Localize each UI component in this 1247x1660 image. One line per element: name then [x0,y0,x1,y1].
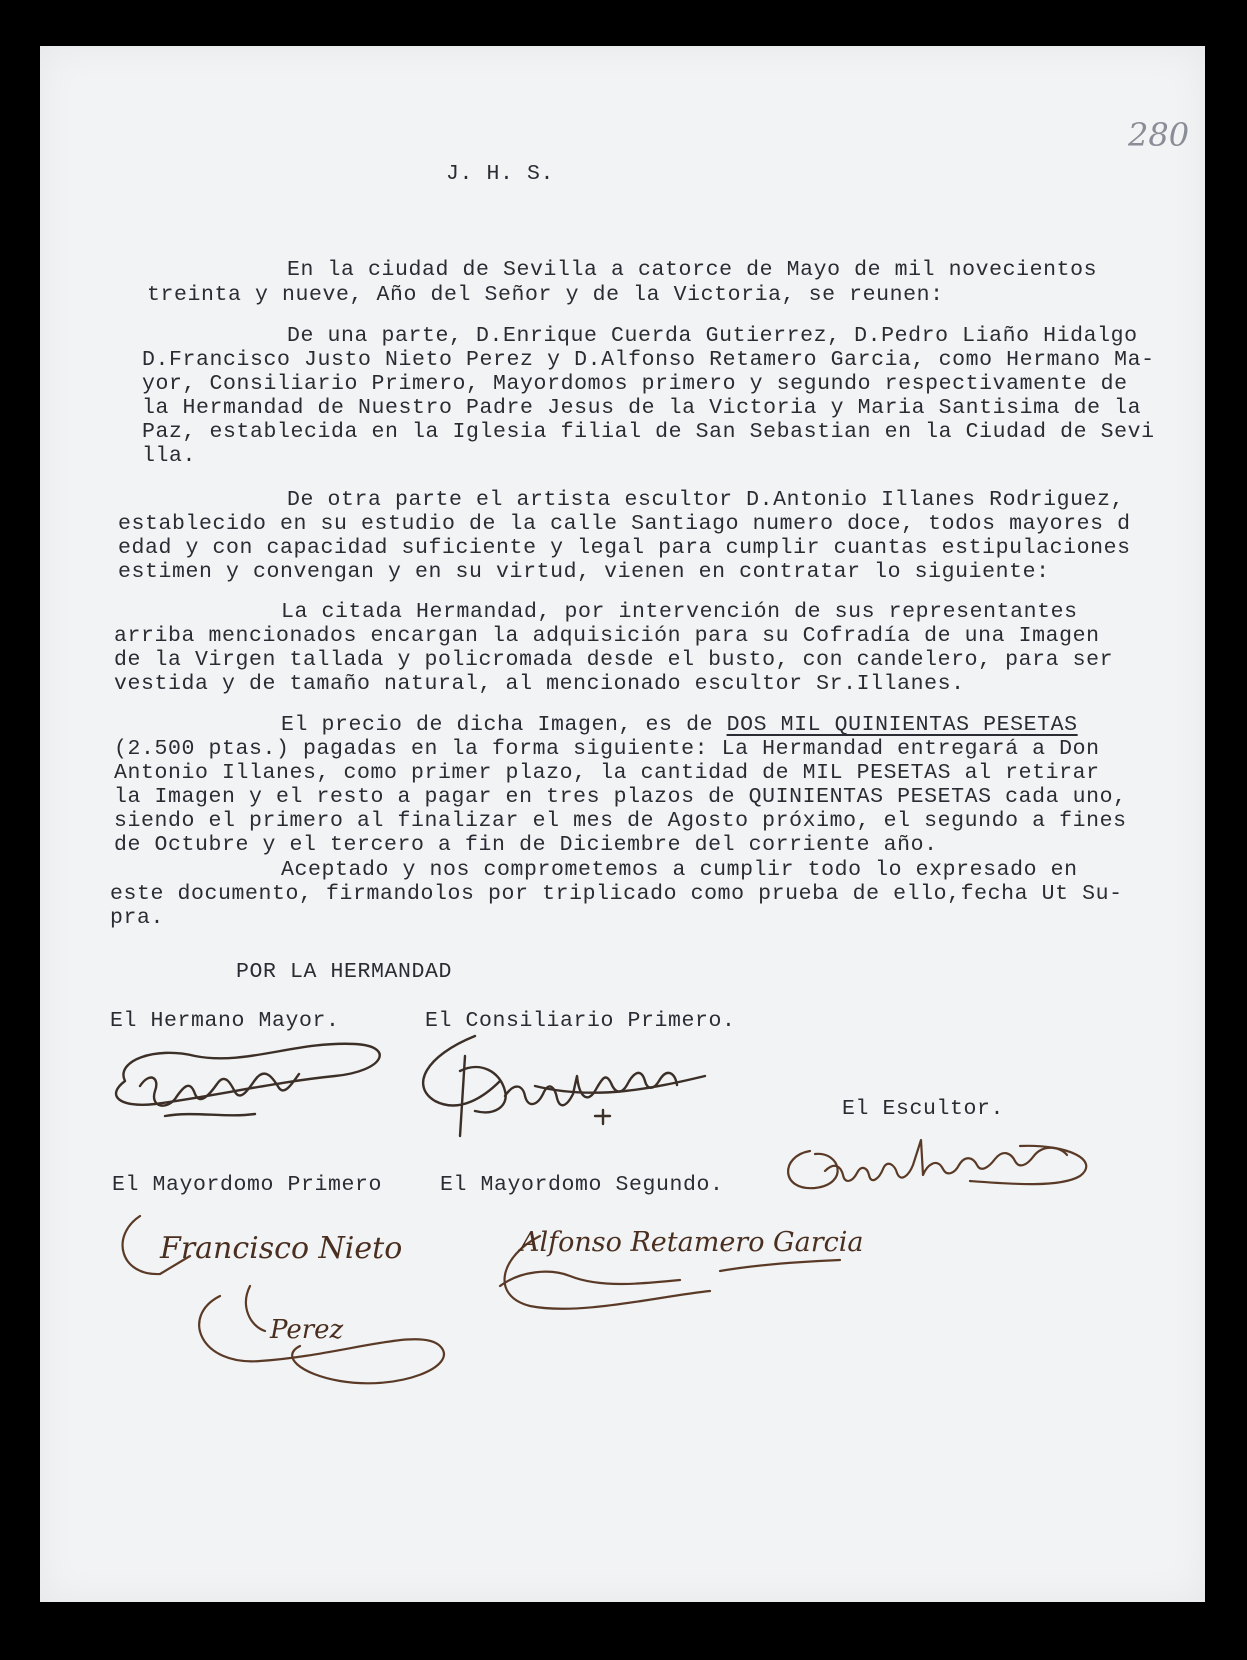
signature-perez-text: Perez [270,1315,344,1345]
heading: J. H. S. [446,162,555,186]
text-line: estimen y convengan y en su virtud, vienen en contratar lo siguiente: [118,560,1050,584]
text-line: establecido en su estudio de la calle Santiago numero doce, todos mayores d [118,512,1131,536]
label-mayordomo-segundo: El Mayordomo Segundo. [440,1173,724,1197]
document-page [40,46,1205,1602]
signature-alfonso-retamero [460,1196,880,1326]
paragraph-6 [110,858,1123,968]
signature-pedro-liano [405,1026,745,1151]
label-mayordomo-primero: El Mayordomo Primero [112,1173,383,1197]
signature-francisco-text: Francisco Nieto [160,1231,403,1266]
text-line: arriba mencionados encargan la adquisición para su Cofradía de una Imagen [114,624,1100,648]
text-line: vestida y de tamaño natural, al mencionado escultor Sr.Illanes. [114,672,965,696]
label-escultor: El Escultor. [842,1097,1005,1121]
label-hermano-mayor: El Hermano Mayor. [110,1009,340,1033]
text-line: lla. [142,444,197,468]
text-line: siendo el primero al finalizar el mes de Agosto próximo, el segundo a fines [114,809,1127,833]
text-line: de la Virgen tallada y policromada desde el busto, con candelero, para ser [114,648,1114,672]
text-line: treinta y nueve, Año del Señor y de la Victoria, se reunen: [147,283,944,307]
text-line: Aceptado y nos comprometemos a cumplir todo lo expresado en [281,858,1078,882]
text-line: de Octubre y el tercero a fin de Diciembre del corriente año. [114,833,938,857]
text-line: Antonio Illanes, como primer plazo, la cantidad de MIL PESETAS al retirar [114,761,1100,785]
text-line: D.Francisco Justo Nieto Perez y D.Alfonso Retamero Garcia, como Hermano Ma- [142,348,1155,372]
text-line [281,715,1078,737]
paragraph-2 [142,324,1155,498]
text-line: Paz, establecida en la Iglesia filial de San Sebastian en la Ciudad de Sevi [142,420,1155,444]
page-number: 280 [1128,116,1190,154]
text-line: la Imagen y el resto a pagar en tres plazos de QUINIENTAS PESETAS cada uno, [114,785,1127,809]
signature-header: POR LA HERMANDAD [236,960,453,984]
signature-francisco-nieto [100,1196,480,1396]
text-line: edad y con capacidad suficiente y legal para cumplir cuantas estipulaciones [118,536,1131,560]
text-line: pra. [110,906,165,930]
text-line: De una parte, D.Enrique Cuerda Gutierrez, D.Pedro Liaño Hidalgo [287,324,1138,348]
text-line: La citada Hermandad, por intervención de sus representantes [281,600,1078,624]
text-line: yor, Consiliario Primero, Mayordomos primero y segundo respectivamente de [142,372,1128,396]
price-words: DOS MIL QUINIENTAS PESETAS [726,713,1078,737]
text-line: De otra parte el artista escultor D.Antonio Illanes Rodriguez, [287,488,1125,512]
signature-enrique-cuerda [95,1026,395,1126]
price-intro: El precio de dicha Imagen, es de [281,713,727,737]
text-line: la Hermandad de Nuestro Padre Jesus de la Victoria y Maria Santisima de la [142,396,1142,420]
signature-alfonso-text: Alfonso Retamero Garcia [520,1227,864,1258]
label-consiliario: El Consiliario Primero. [425,1009,736,1033]
text-line: (2.500 ptas.) pagadas en la forma siguiente: La Hermandad entregará a Don [114,737,1100,761]
text-line: este documento, firmandolos por triplicado como prueba de ello,fecha Ut Su- [110,882,1123,906]
text-line: En la ciudad de Sevilla a catorce de Mayo de mil novecientos [287,258,1098,282]
